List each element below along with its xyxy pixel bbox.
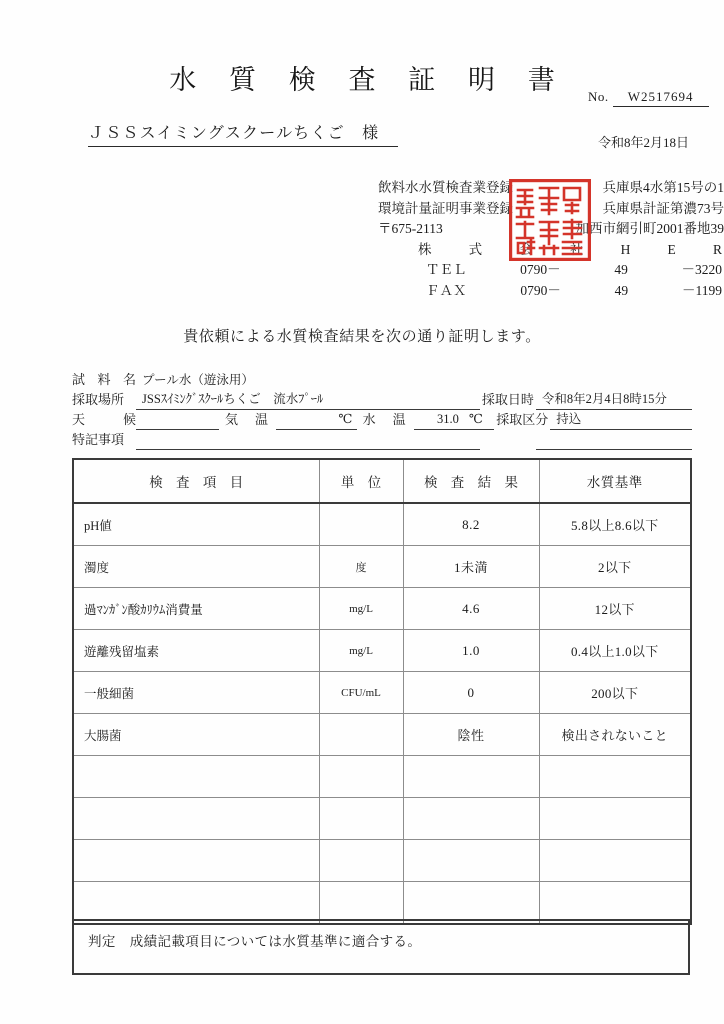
table-body [73, 459, 691, 924]
cell-standard: 0.4以上1.0以下 [539, 630, 691, 672]
cell-item: 過ﾏﾝｶﾞﾝ酸ｶﾘｳﾑ消費量 [73, 588, 319, 630]
air-temperature-unit: ℃ [332, 411, 356, 430]
registration-2-label: 環境計量証明事業登録 [378, 200, 513, 216]
company-char-h: H [620, 241, 631, 257]
certificate-number-value: W2517694 [613, 89, 709, 107]
cell-item: 大腸菌 [73, 714, 319, 756]
table-row [73, 588, 691, 630]
cell-standard: 2以下 [539, 546, 691, 588]
sampling-place-row [72, 390, 692, 410]
cell-result: 0 [403, 672, 539, 714]
cell-standard: 200以下 [539, 672, 691, 714]
cell-result [403, 840, 539, 882]
telephone-part-3: －3220 [681, 262, 722, 277]
issuer-registration-2 [378, 199, 724, 220]
certificate-number-label: No. [588, 89, 609, 104]
sample-info-block [72, 370, 692, 450]
sampling-place-label: 採取場所 [72, 392, 125, 407]
issuer-registration-1 [378, 178, 724, 199]
cell-item [73, 882, 319, 925]
air-temperature-label: 気 温 [225, 412, 271, 427]
sampling-place-value: JSSｽｲﾐﾝｸﾞｽｸｰﾙちくご 流水ﾌﾟｰﾙ [136, 389, 480, 410]
table-row [73, 798, 691, 840]
table-row [73, 630, 691, 672]
cell-result [403, 882, 539, 925]
cell-item [73, 840, 319, 882]
fax-label: ＦＡＸ [426, 282, 467, 298]
weather-value [136, 427, 219, 430]
customer-name: ＪＳＳスイミングスクールちくご 様 [88, 120, 398, 147]
cell-unit: CFU/mL [319, 672, 403, 714]
cell-result: 8.2 [403, 503, 539, 546]
header-item: 検 査 項 目 [73, 459, 319, 503]
fax-part-1: 0790－ [520, 282, 561, 298]
telephone-part-2: 49 [614, 262, 628, 277]
table-header-row [73, 459, 691, 503]
cell-unit [319, 756, 403, 798]
air-temperature-value [276, 427, 332, 430]
weather-row [72, 410, 692, 430]
issuer-zipcode: 〒675-2113 [378, 221, 443, 236]
company-char-shiki: 式 [468, 241, 483, 257]
table-row [73, 756, 691, 798]
judgment-text: 判定 成績記載項目については水質基準に適合する。 [88, 934, 422, 949]
notes-label: 特記事項 [72, 432, 125, 447]
cell-result: 1.0 [403, 630, 539, 672]
cell-result: 4.6 [403, 588, 539, 630]
header-result: 検 査 結 果 [403, 459, 539, 503]
issuer-fax [378, 281, 724, 302]
notes-value-right [536, 447, 692, 450]
cell-item: 一般細菌 [73, 672, 319, 714]
cell-result: 1未満 [403, 546, 539, 588]
cell-unit: 度 [319, 546, 403, 588]
water-temperature-label: 水 温 [362, 412, 408, 427]
cell-unit [319, 840, 403, 882]
issuer-telephone [378, 260, 724, 281]
cell-item: 濁度 [73, 546, 319, 588]
company-char-kai: 会 [519, 241, 533, 257]
company-char-e: E [667, 241, 676, 257]
header-unit: 単 位 [319, 459, 403, 503]
table-row [73, 672, 691, 714]
table-row [73, 840, 691, 882]
sampling-division-value: 持込 [550, 409, 692, 430]
cell-item: 遊離残留塩素 [73, 630, 319, 672]
cell-result: 陰性 [403, 714, 539, 756]
sampling-datetime-value: 令和8年2月4日8時15分 [536, 389, 692, 410]
registration-1-label: 飲料水水質検査業登録 [378, 180, 513, 195]
cell-standard [539, 798, 691, 840]
certification-statement: 貴依頼による水質検査結果を次の通り証明します。 [183, 329, 541, 345]
water-temperature-value: 31.0 [414, 412, 463, 430]
registration-2-value: 兵庫県計証第濃73号 [602, 200, 724, 216]
cell-result [403, 798, 539, 840]
issuer-address-row [378, 219, 724, 240]
issue-date: 令和8年2月18日 [598, 135, 690, 150]
fax-part-2: 49 [614, 282, 629, 298]
cell-item [73, 798, 319, 840]
company-char-kabu: 株 [418, 241, 432, 257]
table-row [73, 546, 691, 588]
cell-item [73, 756, 319, 798]
fax-part-3: －1199 [681, 282, 722, 298]
judgment-box [72, 919, 690, 975]
cell-unit: mg/L [319, 588, 403, 630]
cell-unit: mg/L [319, 630, 403, 672]
cell-item: pH値 [73, 503, 319, 546]
cell-unit [319, 798, 403, 840]
certificate-number [588, 89, 709, 107]
cell-standard: 検出されないこと [539, 714, 691, 756]
cell-unit [319, 714, 403, 756]
issuer-address: 加西市網引町2001番地39 [575, 221, 724, 236]
notes-value [136, 447, 480, 450]
cell-standard: 12以下 [539, 588, 691, 630]
water-temperature-unit: ℃ [463, 411, 494, 430]
sample-name-label: 試 料 名 [72, 372, 136, 387]
table-row [73, 503, 691, 546]
weather-label: 天 候 [72, 412, 136, 427]
cell-unit [319, 503, 403, 546]
cell-standard [539, 756, 691, 798]
sample-name-value: プール水（遊泳用） [142, 373, 254, 387]
cell-result [403, 756, 539, 798]
header-standard: 水質基準 [539, 459, 691, 503]
sampling-datetime-label: 採取日時 [481, 392, 534, 407]
inspection-results-table [72, 458, 692, 925]
company-char-sha: 社 [569, 241, 584, 257]
cell-standard: 5.8以上8.6以下 [539, 503, 691, 546]
cell-unit [319, 882, 403, 925]
issuer-block [378, 178, 724, 301]
cell-standard [539, 882, 691, 925]
telephone-label: ＴＥＬ [426, 262, 467, 277]
table-row [73, 882, 691, 925]
registration-1-value: 兵庫県4水第15号の1 [602, 180, 724, 195]
sample-name-row [72, 370, 692, 390]
table-row [73, 714, 691, 756]
cell-standard [539, 840, 691, 882]
sampling-division-label: 採取区分 [496, 412, 549, 427]
notes-row [72, 430, 692, 450]
company-char-r: R [712, 241, 722, 257]
page-title: 水 質 検 査 証 明 書 [169, 65, 568, 95]
telephone-part-1: 0790－ [520, 262, 561, 277]
issuer-company-name [378, 240, 724, 261]
